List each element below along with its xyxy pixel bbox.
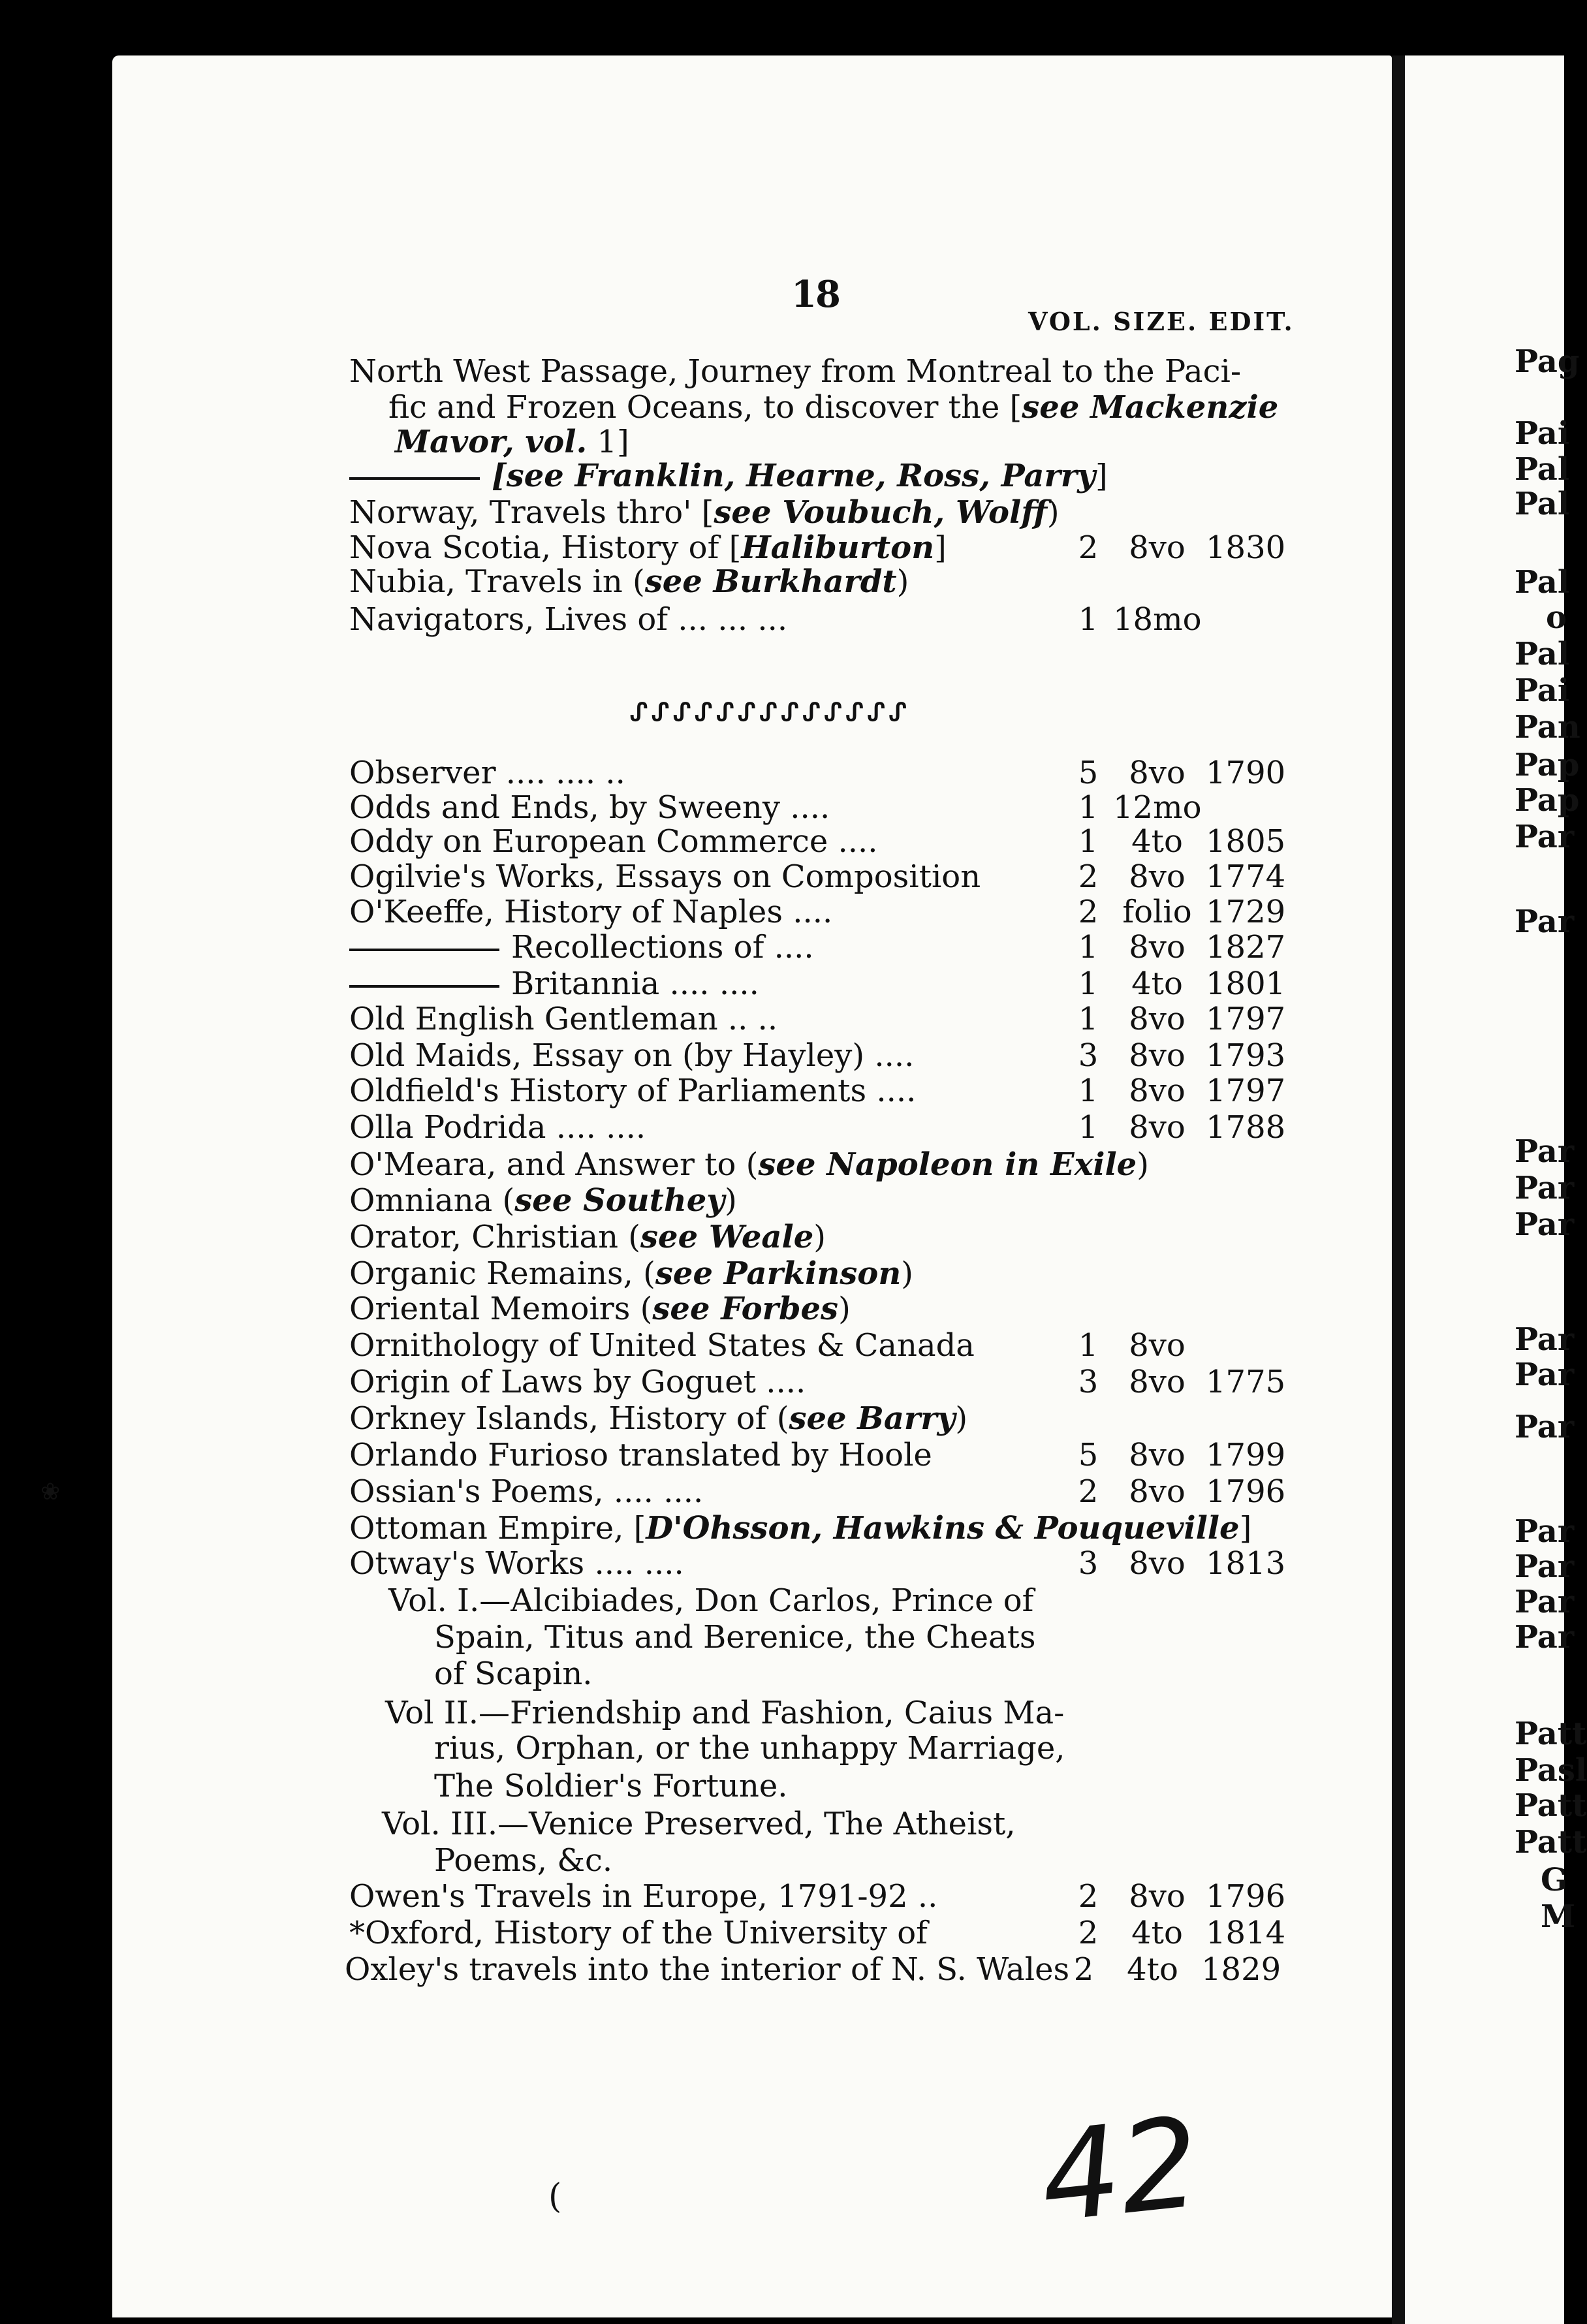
right-page-fragment: Pap — [1515, 782, 1580, 819]
entry-title — [349, 858, 981, 896]
entry-edition: 1788 — [1206, 1109, 1286, 1146]
entry-text-end: ) — [896, 563, 909, 600]
entry-edition: 1799 — [1206, 1437, 1286, 1473]
entry-edition: 1790 — [1206, 755, 1286, 791]
catalog-entry — [349, 1290, 1283, 1328]
entry-title: Owen's Travels in Europe, 1791-92 .. — [349, 1878, 938, 1915]
entry-text: Orator, Christian ( — [349, 1219, 641, 1255]
entry-edition: 1775 — [1206, 1364, 1286, 1400]
right-page-fragment: o — [1546, 599, 1567, 636]
entry-text-end: ) — [813, 1219, 826, 1255]
entry-volumes: 3 — [1078, 1037, 1099, 1074]
right-page-fragment: Pal — [1515, 636, 1570, 672]
right-page-fragment: Par — [1515, 1548, 1575, 1585]
entry-size: 8vo — [1129, 1073, 1186, 1109]
entry-volumes: 2 — [1078, 1473, 1099, 1510]
catalog-entry — [349, 1218, 1283, 1256]
entry-title: *Oxford, History of the University of — [349, 1915, 928, 1951]
entry-text-end: ) — [725, 1182, 737, 1219]
entry-text-end: ) — [1137, 1146, 1149, 1183]
entry-text: North West Passage, Journey from Montreal to the Paci- — [349, 353, 1242, 390]
entry-title — [349, 457, 1108, 495]
entry-size: 8vo — [1129, 858, 1186, 895]
entry-title — [512, 928, 814, 966]
entry-text: Odds and Ends, by Sweeny .... — [349, 789, 830, 826]
entry-reference: see Voubuch, Wolff — [714, 494, 1047, 531]
entry-volumes: 5 — [1078, 755, 1099, 791]
catalog-entry — [349, 1509, 1283, 1547]
entry-size: 8vo — [1129, 1001, 1186, 1037]
ditto-rule — [349, 477, 480, 480]
entry-edition: 1814 — [1206, 1915, 1286, 1951]
entry-text: fic and Frozen Oceans, to discover the [ — [388, 389, 1022, 426]
right-page-fragment: Par — [1515, 1409, 1575, 1445]
entry-title — [349, 823, 878, 860]
catalog-entry — [349, 1182, 1283, 1219]
entry-title — [349, 893, 832, 931]
entry-reference: Mavor, vol. — [395, 424, 588, 460]
right-page-fragment: Patt — [1515, 1787, 1587, 1824]
ditto-rule — [349, 949, 499, 951]
entry-edition: 1801 — [1206, 966, 1286, 1002]
entry-volumes: 5 — [1078, 1437, 1099, 1473]
volume-note-line: Vol. III.—Venice Preserved, The Atheist, — [382, 1806, 1016, 1842]
entry-volumes: 1 — [1078, 1073, 1099, 1109]
entry-title — [512, 965, 759, 1003]
right-page-fragment: Par — [1515, 1321, 1575, 1358]
catalog-entry — [349, 1473, 1286, 1511]
right-page-fragment: Patt — [1515, 1824, 1587, 1861]
entry-text: Oriental Memoirs ( — [349, 1291, 653, 1327]
right-page-fragment: Par — [1515, 1584, 1575, 1620]
catalog-entry — [349, 789, 1283, 826]
volume-note-line: of Scapin. — [434, 1656, 593, 1692]
entry-size: 12mo — [1113, 789, 1202, 826]
entry-reference: [see Franklin, Hearne, Ross, Parry — [492, 458, 1095, 494]
entry-text-end: ) — [955, 1400, 968, 1437]
entry-reference: see Forbes — [652, 1291, 839, 1327]
entry-edition: 1774 — [1206, 858, 1286, 895]
entry-edition: 1729 — [1206, 894, 1286, 930]
catalog-entry — [349, 858, 1286, 896]
volume-note-line: Vol II.—Friendship and Fashion, Caius Ma- — [385, 1695, 1065, 1731]
entry-text: Otway's Works .... .... — [349, 1545, 684, 1582]
right-page-fragment: Pal — [1515, 564, 1570, 601]
entry-volumes: 1 — [1078, 1001, 1099, 1037]
entry-text: Oddy on European Commerce .... — [349, 823, 878, 860]
catalog-entry — [349, 601, 1283, 638]
entry-size: 8vo — [1129, 1364, 1186, 1400]
entry-text-end: ) — [838, 1291, 851, 1327]
catalog-entry — [349, 1000, 1286, 1038]
entry-text: Olla Podrida .... .... — [349, 1109, 646, 1146]
catalog-entry — [349, 823, 1286, 860]
catalog-entry — [349, 1914, 1286, 1952]
entry-text: Norway, Travels thro' [ — [349, 494, 714, 531]
entry-text: Ossian's Poems, .... .... — [349, 1473, 704, 1510]
entry-text-end: ] — [934, 529, 947, 566]
right-page-fragment: Pasl — [1515, 1752, 1587, 1789]
catalog-entry — [349, 893, 1286, 931]
entry-text: Britannia .... .... — [511, 966, 759, 1002]
entry-text-end: ) — [1046, 494, 1060, 531]
entry-size: 8vo — [1129, 1878, 1186, 1915]
entry-size: 8vo — [1129, 929, 1186, 966]
catalog-entry — [345, 1951, 1281, 1988]
entry-title — [349, 1037, 914, 1075]
catalog-entry — [349, 965, 1286, 1003]
entry-volumes: 3 — [1078, 1364, 1099, 1400]
entry-text: Ornithology of United States & Canada — [349, 1327, 975, 1364]
right-page-fragment: Pan — [1515, 709, 1580, 746]
catalog-entry — [349, 1255, 1283, 1293]
entry-title — [349, 1182, 737, 1219]
entry-reference: see Barry — [789, 1400, 956, 1437]
entry-title — [349, 1290, 851, 1328]
entry-title — [349, 1108, 646, 1146]
entry-title — [395, 423, 629, 461]
entry-reference: see Burkhardt — [644, 563, 897, 600]
entry-edition: 1827 — [1206, 929, 1286, 966]
right-page-fragment: Pai — [1515, 672, 1570, 709]
book-spine — [1392, 55, 1405, 2324]
entry-size: 8vo — [1129, 1473, 1186, 1510]
catalog-entry — [349, 1108, 1286, 1146]
entry-text-end: 1] — [587, 424, 629, 460]
volume-note-line: The Soldier's Fortune. — [434, 1768, 788, 1804]
entry-title — [349, 601, 787, 638]
right-page-fragment: Par — [1515, 1619, 1575, 1656]
right-page-fragment: Par — [1515, 1357, 1575, 1393]
entry-text: Organic Remains, ( — [349, 1255, 655, 1292]
entry-text-end: ] — [1239, 1510, 1252, 1547]
entry-edition: 1793 — [1206, 1037, 1286, 1074]
catalog-entry — [349, 529, 1286, 567]
entry-title — [349, 1255, 913, 1293]
right-page-fragment: Par — [1515, 1206, 1575, 1243]
right-page-fragment: Par — [1515, 1170, 1575, 1206]
entry-reference: see Napoleon in Exile — [758, 1146, 1137, 1183]
right-page-fragment: Pal — [1515, 486, 1570, 522]
entry-edition: 1797 — [1206, 1001, 1286, 1037]
right-page-fragment: Par — [1515, 1513, 1575, 1550]
entry-text: O'Meara, and Answer to ( — [349, 1146, 759, 1183]
entry-text: Navigators, Lives of ... ... ... — [349, 601, 788, 638]
entry-text: Observer .... .... .. — [349, 755, 625, 791]
entry-size: 4to — [1131, 1915, 1183, 1951]
entry-title — [349, 1436, 932, 1474]
entry-title — [349, 1072, 916, 1110]
entry-reference: see Southey — [514, 1182, 725, 1219]
entry-title — [349, 1327, 975, 1364]
catalog-entry — [349, 353, 1283, 390]
catalog-entry — [349, 1037, 1286, 1075]
volume-note-line: Poems, &c. — [434, 1842, 613, 1879]
entry-edition: 1805 — [1206, 823, 1286, 860]
entry-title — [349, 754, 625, 792]
catalog-entry — [349, 457, 1283, 495]
entry-size: 18mo — [1113, 601, 1202, 638]
entry-volumes: 2 — [1073, 1951, 1094, 1988]
catalog-entry — [349, 1146, 1283, 1184]
entry-text-end: ] — [1095, 458, 1108, 494]
entry-volumes: 3 — [1078, 1545, 1099, 1582]
entry-edition: 1797 — [1206, 1073, 1286, 1109]
entry-title — [349, 1400, 967, 1437]
entry-text: Recollections of .... — [511, 929, 814, 966]
handwritten-number: 42 — [1034, 2090, 1206, 2251]
entry-title — [349, 353, 1241, 390]
entry-text-end: ) — [901, 1255, 913, 1292]
catalog-entry — [349, 1545, 1286, 1582]
entry-volumes: 2 — [1078, 894, 1099, 930]
right-page-fragment: G — [1541, 1862, 1567, 1898]
entry-edition: 1830 — [1206, 529, 1286, 566]
right-page-fragment: Par — [1515, 819, 1575, 855]
right-page-fragment: Par — [1515, 1133, 1575, 1170]
entry-title — [349, 494, 1060, 531]
catalog-entry — [349, 494, 1283, 531]
right-page-fragment: Pap — [1515, 747, 1580, 783]
entry-text: Nubia, Travels in ( — [349, 563, 645, 600]
right-page-fragment: Pag — [1515, 343, 1580, 380]
entry-size: 4to — [1131, 823, 1183, 860]
entry-size: 8vo — [1129, 1109, 1186, 1146]
right-page-fragment: Pal — [1515, 451, 1570, 488]
entry-text: Old Maids, Essay on (by Hayley) .... — [349, 1037, 915, 1074]
entry-size: 8vo — [1129, 529, 1186, 566]
entry-reference: see Parkinson — [655, 1255, 902, 1292]
entry-size: folio — [1122, 894, 1192, 930]
entry-title — [349, 1218, 826, 1256]
entry-size: 8vo — [1129, 755, 1186, 791]
entry-title — [388, 388, 1278, 426]
entry-edition: 1829 — [1201, 1951, 1281, 1988]
entry-volumes: 1 — [1078, 601, 1099, 638]
entry-volumes: 1 — [1078, 823, 1099, 860]
right-page-fragment: Par — [1515, 903, 1575, 940]
catalog-entry — [349, 754, 1286, 792]
ink-mark: ( — [548, 2177, 562, 2216]
entry-volumes: 2 — [1078, 1915, 1099, 1951]
entry-size: 8vo — [1129, 1327, 1186, 1364]
right-page-fragment: Pai — [1515, 415, 1570, 452]
entry-volumes: 2 — [1078, 1878, 1099, 1915]
volume-note-line: Spain, Titus and Berenice, the Cheats — [434, 1619, 1036, 1656]
entry-title — [349, 1509, 1251, 1547]
entry-title — [349, 1363, 806, 1401]
catalog-entry — [349, 1436, 1286, 1474]
catalog-entry — [349, 1072, 1286, 1110]
entry-reference: D'Ohsson, Hawkins & Pouqueville — [646, 1510, 1240, 1547]
entry-volumes: 1 — [1078, 929, 1099, 966]
entry-edition: 1796 — [1206, 1473, 1286, 1510]
right-page-fragment: Patt — [1515, 1716, 1587, 1752]
entry-edition: 1813 — [1206, 1545, 1286, 1582]
entry-title — [349, 1000, 778, 1038]
entry-title: Oxley's travels into the interior of N. S. Wales — [345, 1951, 1070, 1988]
entry-title — [349, 789, 830, 826]
catalog-entry — [349, 928, 1286, 966]
entry-reference: see Mackenzie — [1022, 389, 1279, 426]
entry-volumes: 1 — [1078, 966, 1099, 1002]
entry-size: 4to — [1131, 966, 1183, 1002]
right-page-fragment: M — [1541, 1898, 1576, 1935]
entry-text: O'Keeffe, History of Naples .... — [349, 894, 833, 930]
entry-size: 8vo — [1129, 1037, 1186, 1074]
entry-text: Orkney Islands, History of ( — [349, 1400, 789, 1437]
entry-title — [349, 1545, 684, 1582]
entry-title — [349, 563, 909, 601]
section-separator: ᔑᔑᔑᔑᔑᔑᔑᔑᔑᔑᔑᔑᔑ — [630, 697, 911, 727]
catalog-entry — [349, 1400, 1283, 1437]
entry-size: 8vo — [1129, 1437, 1186, 1473]
entry-text: Ogilvie's Works, Essays on Composition — [349, 858, 981, 895]
column-header: VOL. SIZE. EDIT. — [1028, 307, 1295, 336]
margin-mark: ❀ — [40, 1479, 61, 1505]
entry-text: Origin of Laws by Goguet .... — [349, 1364, 806, 1400]
entry-text: Ottoman Empire, [ — [349, 1510, 646, 1547]
entry-text: Nova Scotia, History of [ — [349, 529, 742, 566]
entry-size: 8vo — [1129, 1545, 1186, 1582]
entry-size: 4to — [1127, 1951, 1178, 1988]
catalog-entry — [349, 1327, 1283, 1364]
ditto-rule — [349, 985, 499, 988]
page-number: 18 — [791, 273, 840, 316]
entry-volumes: 1 — [1078, 789, 1099, 826]
volume-note-line: rius, Orphan, or the unhappy Marriage, — [434, 1730, 1065, 1767]
entry-text: Omniana ( — [349, 1182, 515, 1219]
entry-volumes: 1 — [1078, 1109, 1099, 1146]
entry-title — [349, 1146, 1149, 1184]
catalog-entry — [349, 1877, 1286, 1915]
entry-volumes: 2 — [1078, 529, 1099, 566]
entry-volumes: 2 — [1078, 858, 1099, 895]
entry-text: Orlando Furioso translated by Hoole — [349, 1437, 932, 1473]
catalog-entry — [349, 563, 1283, 601]
entry-edition: 1796 — [1206, 1878, 1286, 1915]
volume-note-line: Vol. I.—Alcibiades, Don Carlos, Prince of — [388, 1582, 1034, 1619]
entry-volumes: 1 — [1078, 1327, 1099, 1364]
entry-text: Oldfield's History of Parliaments .... — [349, 1073, 917, 1109]
entry-title — [349, 1473, 703, 1511]
catalog-entry — [349, 388, 1283, 426]
entry-reference: see Weale — [640, 1219, 814, 1255]
entry-text: Old English Gentleman .. .. — [349, 1001, 778, 1037]
catalog-entry — [349, 1363, 1286, 1401]
entry-reference: Haliburton — [741, 529, 935, 566]
entry-title — [349, 529, 947, 567]
catalog-entry — [349, 423, 1283, 461]
